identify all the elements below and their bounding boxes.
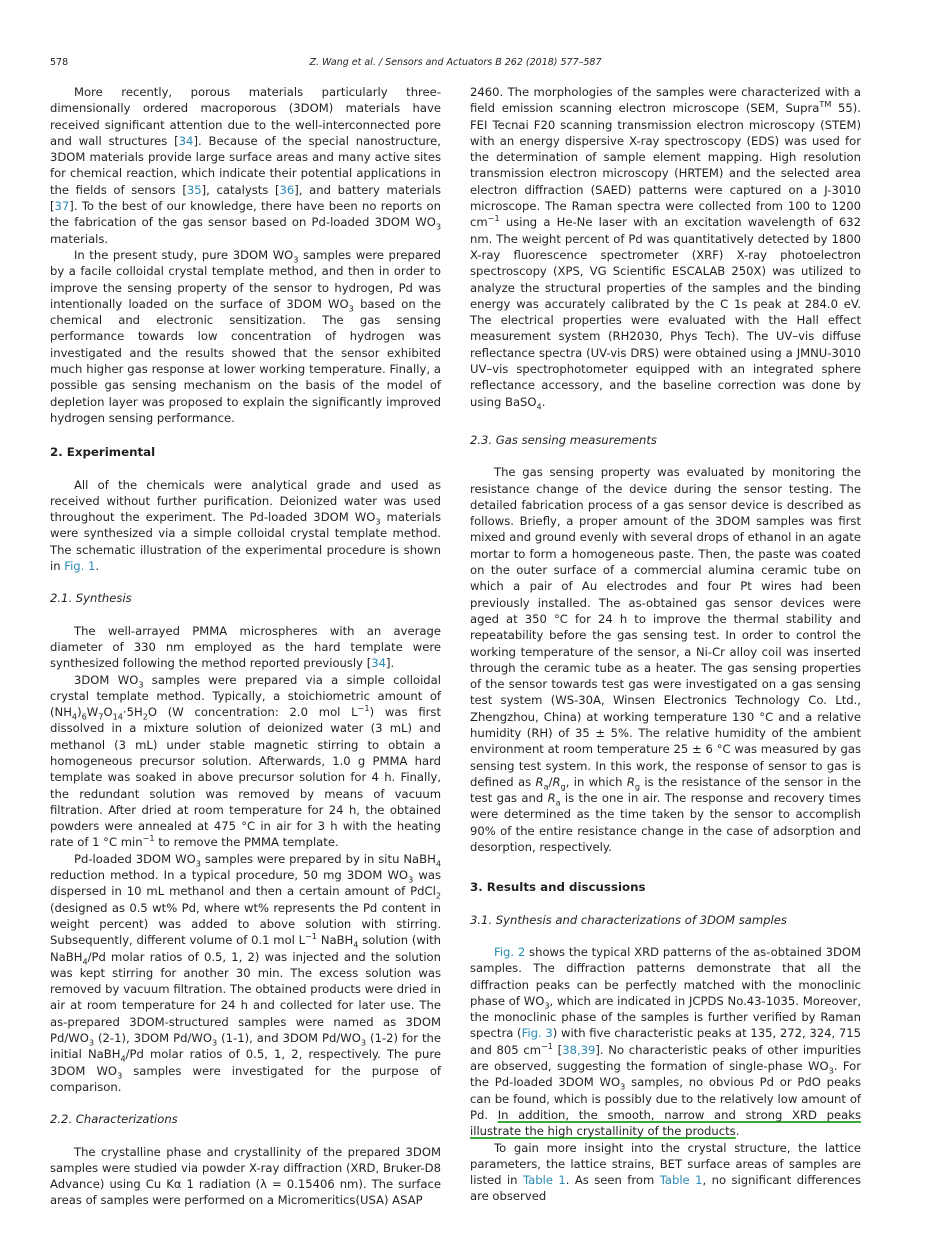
- synthesis-paragraph-2: 3DOM $WO_3$ samples were prepared via a simple colloidal crystal template method. Typically, a stoichiometric amount of $(NH_4)_6W_7O_{14}\cdot 5H_2O$ (W concentration: 2.0 mol $L^{-1}$) was first dissolved in a mixture solution of deionized water (3 mL) and methanol (3 mL) under stable magnetic stirring to obtain a homogeneous precursor solution. Afterwards, 1.0 g PMMA hard template was soaked in above precursor solution for 4 h. Finally, the redundant solution was removed by means of vacuum filtration. After dried at room temperature for 24 h, the obtained powders were annealed at 475 °C in air for 3 h with the heating rate of 1 °C $\min^{-1}$ to remove the PMMA template.: [50, 672, 441, 850]
- subsection-heading-synthesis-characterization: 3.1. Synthesis and characterizations of 3DOM samples: [470, 912, 787, 927]
- right-column: [470, 84, 861, 1205]
- intro-paragraph-2: In the present study, pure 3DOM $WO_3$ samples were prepared by a facile colloidal crystal template method, and then in order to improve the sensing property of the sensor to hydrogen, Pd was intentionally loaded on the surface of 3DOM $WO_3$ based on the chemical and electronic sensitization. The gas sensing performance towards low concentration of hydrogen was investigated and the results showed that the sensor exhibited much higher gas response at lower working temperature. Finally, a possible gas sensing mechanism on the basis of the model of depletion layer was proposed to explain the significantly improved hydrogen sensing performance.: [50, 247, 441, 425]
- subsection-heading-characterizations: 2.2. Characterizations: [50, 1112, 178, 1127]
- results-paragraph-2: To gain more insight into the crystal structure, the lattice parameters, the lattice strains, BET surface areas of samples are listed in Table 1. As seen from Table 1, no significant differences are observed: [470, 1140, 861, 1204]
- highlighted-text[interactable]: In addition, the smooth, narrow and strong XRD peaks illustrate the high crystallinity of the products: [470, 1107, 861, 1139]
- subsection-heading-gas-sensing: 2.3. Gas sensing measurements: [470, 432, 657, 447]
- intro-paragraph-1: More recently, porous materials particularly three-dimensionally ordered macroporous (3DOM) materials have received significant attention due to the well-interconnected pore and wall structures [34]. Because of the special nanostructure, 3DOM materials provide large surface areas and many active sites for chemical reaction, which indicate their potential applications in the fields of sensors [35], catalysts [36], and battery materials [37]. To the best of our knowledge, there have been no reports on the fabrication of the gas sensor based on Pd-loaded 3DOM $WO_3$ materials.: [50, 85, 441, 246]
- citation-link[interactable]: 34: [178, 133, 194, 148]
- citation-link[interactable]: 37: [54, 199, 70, 214]
- section-heading-results: 3. Results and discussions: [470, 880, 646, 895]
- characterization-paragraph-continued: 2460. The morphologies of the samples were characterized with a field emission scanning electron microscope (SEM, Supra™ 55). FEI Tecnai F20 scanning transmission electron microscopy (STEM) with an energy dispersive X-ray spectroscopy (EDS) was used for the determination of sample element mapping. High resolution transmission electron microscopy (HRTEM) and the selected area electron diffraction (SAED) patterns were captured on a J-3010 microscope. The Raman spectra were collected from 100 to 1200 $cm^{-1}$ using a He-Ne laser with an excitation wavelength of 632 nm. The weight percent of Pd was quantitatively detected by 1800 X-ray fluorescence spectrometer (XRF) X-ray photoelectron spectroscopy (XPS, VG Scientific ESCALAB 250X) was utilized to analyze the structural properties of the samples and the binding energy was accurately calibrated by the C 1s peak at 284.0 eV. The electrical properties were evaluated with the Hall effect measurement system (RH2030, Phys Tech). The UV–vis diffuse reflectance spectra (UV-vis DRS) were obtained using a JMNU-3010 UV–vis spectrophotometer equipped with an integrated sphere reflectance accessory, and the baseline correction was done by using BaSO$_4$.: [470, 85, 861, 411]
- citation-link[interactable]: 34: [371, 656, 386, 671]
- experimental-paragraph: All of the chemicals were analytical grade and used as received without further purification. Deionized water was used throughout the experiment. The Pd-loaded 3DOM $WO_3$ materials were synthesized via a simple colloidal crystal template method. The schematic illustration of the experimental procedure is shown in Fig. 1.: [50, 477, 441, 574]
- running-title: Z. Wang et al. / Sensors and Actuators B 262 (2018) 577–587: [309, 57, 602, 68]
- table-link[interactable]: Table 1: [522, 1173, 566, 1188]
- synthesis-paragraph-3: Pd-loaded 3DOM $WO_3$ samples were prepared by in situ NaBH$_4$ reduction method. In a typical procedure, 50 mg 3DOM $WO_3$ was dispersed in 10 mL methanol and then a certain amount of PdCl$_2$ (designed as 0.5 wt% Pd, where wt% represents the Pd content in weight percent) was added to above solution with stirring. Subsequently, different volume of 0.1 mol $L^{-1}$ NaBH$_4$ solution (with NaBH$_4$/Pd molar ratios of 0.5, 1, 2) was injected and the solution was kept stirring for another 30 min. The excess solution was removed by vacuum filtration. The obtained products were dried in air at room temperature for 24 h and collected for later use. The as-prepared 3DOM-structured samples were named as 3DOM $Pd/WO_3$ (2-1), 3DOM $Pd/WO_3$ (1-1), and 3DOM $Pd/WO_3$ (1-2) for the initial NaBH$_4$/Pd molar ratios of 0.5, 1, 2, respectively. The pure 3DOM $WO_3$ samples were investigated for the purpose of comparison.: [50, 851, 442, 1094]
- citation-link[interactable]: 36: [279, 182, 295, 197]
- page-number: 578: [50, 57, 69, 68]
- citation-link[interactable]: 38,39: [562, 1042, 596, 1057]
- table-link[interactable]: Table 1: [659, 1173, 703, 1188]
- synthesis-paragraph-1: The well-arrayed PMMA microspheres with an average diameter of 330 nm employed as the hard template were synthesized following the method reported previously [34].: [50, 623, 441, 671]
- gas-sensing-paragraph: The gas sensing property was evaluated by monitoring the resistance change of the device during the sensor testing. The detailed fabrication process of a gas sensor device is described as follows. Briefly, a proper amount of the 3DOM samples was first mixed and ground evenly with several drops of ethanol in an agate mortar to form a homogeneous paste. Then, the paste was coated on the outer surface of a commercial alumina ceramic tube on which a pair of Au electrodes and four Pt wires had been previously installed. The as-obtained gas sensor devices were aged at 350 °C for 24 h to improve the thermal stability and repeatability before the gas sensing test. In order to control the working temperature of the sensor, a Ni-Cr alloy coil was inserted through the ceramic tube as a heater. The gas sensing properties of the sensor towards test gas were investigated on a gas sensing test system (WS-30A, Winsen Electronics Technology Co. Ltd., Zhengzhou, China) at working temperature 130 °C and a relative humidity (RH) of 35 ± 5%. The relative humidity of the ambient environment at room temperature 25 ± 6 °C was measured by gas sensing test system. In this work, the response of sensor to gas is defined as $R_a/R_g$, in which $R_g$ is the resistance of the sensor in the test gas and $R_a$ is the one in air. The response and recovery times were determined as the time taken by the sensor to accomplish 90% of the entire resistance change in the case of adsorption and desorption, respectively.: [470, 465, 862, 855]
- section-heading-experimental: 2. Experimental: [50, 445, 156, 460]
- figure-link[interactable]: Fig. 2: [494, 944, 526, 959]
- characterization-paragraph: The crystalline phase and crystallinity of the prepared 3DOM samples were studied via powder X-ray diffraction (XRD, Bruker-D8 Advance) using Cu Kα 1 radiation (λ = 0.15406 nm). The surface areas of samples were performed on a Micromeritics(USA) ASAP: [50, 1144, 441, 1208]
- figure-link[interactable]: Fig. 1: [64, 559, 96, 574]
- page-header: [50, 56, 861, 70]
- results-paragraph-1: Fig. 2 shows the typical XRD patterns of the as-obtained 3DOM samples. The diffraction patterns demonstrate that all the diffraction peaks can be perfectly matched with the monoclinic phase of $WO_3$, which are indicated in JCPDS No.43-1035. Moreover, the monoclinic phase of the samples is further verified by Raman spectra (Fig. 3) with five characteristic peaks at 135, 272, 324, 715 and 805 $cm^{-1}$ [38,39]. No characteristic peaks of other impurities are observed, suggesting the formation of single-phase $WO_3$. For the Pd-loaded 3DOM $WO_3$ samples, no obvious Pd or PdO peaks can be found, which is possibly due to the relatively low amount of Pd. In addition, the smooth, narrow and strong XRD peaks illustrate the high crystallinity of the products.: [470, 944, 862, 1139]
- left-column: [50, 84, 441, 1209]
- subsection-heading-synthesis: 2.1. Synthesis: [50, 591, 132, 606]
- figure-link[interactable]: Fig. 3: [521, 1026, 553, 1041]
- citation-link[interactable]: 35: [186, 182, 202, 197]
